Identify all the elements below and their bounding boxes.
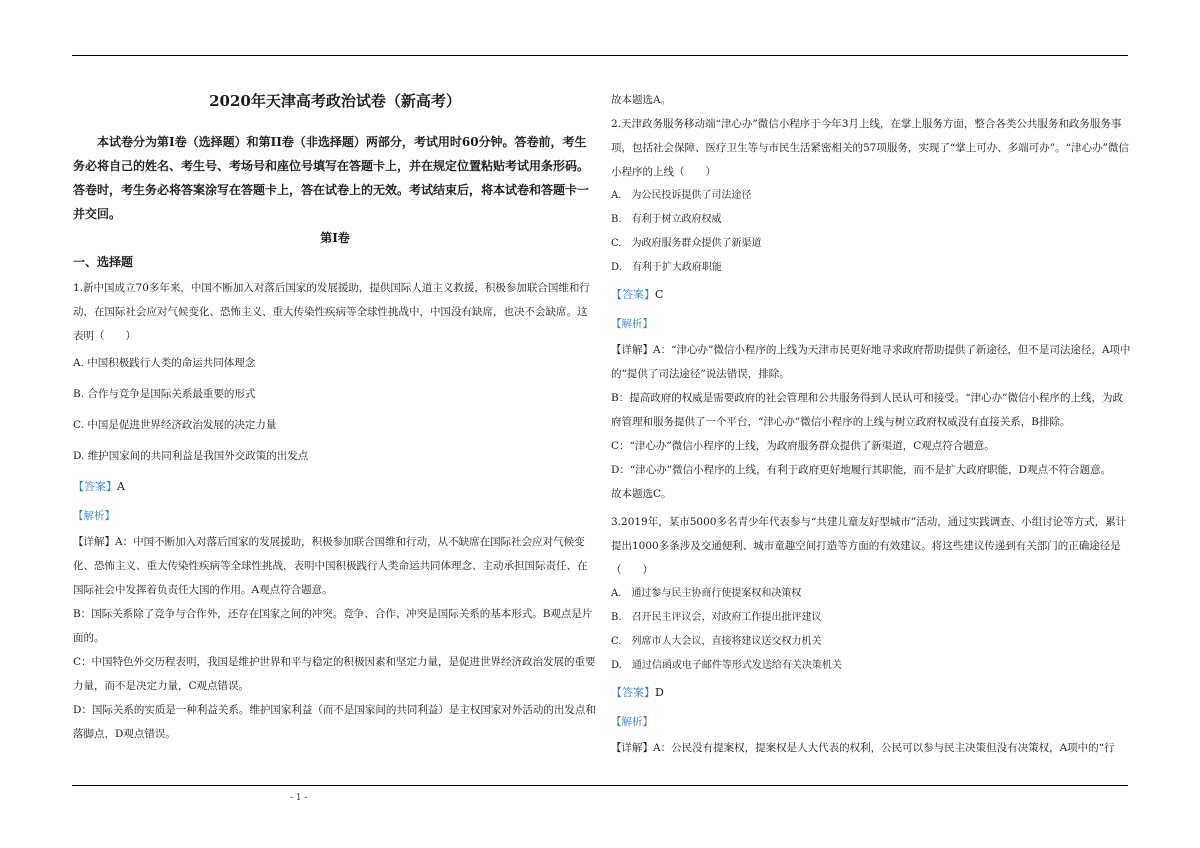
question-1-detail-c: C：中国特色外交历程表明，我国是维护世界和平与稳定的积极因素和坚定力量，是促进世界经济政治发展的重要力量，而不是决定力量，C观点错误。	[73, 656, 596, 692]
right-column	[611, 88, 1131, 760]
question-1-option-a: A. 中国积极践行人类的命运共同体理念	[73, 357, 256, 369]
question-3-option-c: C. 列席市人大会议，直接将建议送交权力机关	[611, 636, 822, 647]
answer-value: C	[655, 288, 664, 301]
volume-heading: 第Ⅰ卷	[320, 231, 350, 245]
answer-tag: 【答案】	[611, 288, 655, 301]
question-1-option-d: D. 维护国家间的共同利益是我国外交政策的出发点	[73, 450, 309, 462]
section-heading: 一、选择题	[73, 255, 134, 269]
question-3-answer	[611, 678, 1131, 708]
question-2-option-a: A. 为公民投诉提供了司法途径	[611, 190, 752, 201]
question-1-option-c: C. 中国是促进世界经济政治发展的决定力量	[73, 419, 277, 431]
question-2-detail-d: D：“津心办”微信小程序的上线，有利于政府更好地履行其职能，而不是扩大政府职能，D观点不符合题意。	[611, 464, 1112, 476]
question-2-option-b: B. 有利于树立政府权威	[611, 214, 722, 225]
question-3-option-d: D. 通过信函或电子邮件等形式发送给有关决策机关	[611, 660, 842, 671]
question-1-detail-a: 【详解】A：中国不断加入对落后国家的发展援助，积极参加联合国维和行动，从不缺席在国际社会应对气候变化、恐怖主义、重大传染性疾病等全球性挑战，表明中国积极践行人类命运共同体理念、主动承担国际责任、在国际社会中发挥着负责任大国的作用。A观点符合题意。	[73, 536, 588, 596]
question-2-stem: 2.天津政务服务移动端“津心办”微信小程序于今年3月上线，在掌上服务方面，整合各类公共服务和政务服务事项，包括社会保障、医疗卫生等与市民生活紧密相关的57项服务，实现了“掌上可办、多端可办”。“津心办”微信小程序的上线（ ）	[611, 118, 1129, 178]
question-1-detail-d: D：国际关系的实质是一种利益关系。维护国家利益（而不是国家间的共同利益）是主权国家对外活动的出发点和落脚点，D观点错误。	[73, 704, 596, 740]
question-2-detail-a: 【详解】A：“津心办”微信小程序的上线为天津市民更好地寻求政府帮助提供了新途径，但不是司法途径，A项中的“提供了司法途径”说法错误，排除。	[611, 344, 1131, 380]
question-3-option-b: B. 召开民主评议会，对政府工作提出批评建议	[611, 612, 822, 623]
question-2-answer	[611, 280, 1131, 310]
top-rule	[72, 55, 1128, 56]
question-1-option-b: B. 合作与竞争是国际关系最重要的形式	[73, 388, 256, 400]
question-3-detail-a: 【详解】A：公民没有提案权，提案权是人大代表的权利，公民可以参与民主决策但没有决策权，A项中的“行	[611, 742, 1115, 754]
question-1-stem: 1.新中国成立70多年来，中国不断加入对落后国家的发展援助，提供国际人道主义救援，积极参加联合国维和行动，在国际社会应对气候变化、恐怖主义、重大传染性疾病等全球性挑战中，中国没有缺席，也决不会缺席。这表明（ ）	[73, 282, 590, 342]
answer-value: A	[117, 480, 125, 493]
question-2-detail-b: B：提高政府的权威是需要政府的社会管理和公共服务得到人民认可和接受。“津心办”微信小程序的上线，为政府管理和服务提供了一个平台，“津心办”微信小程序的上线与树立政府权威没有直接关系，B排除。	[611, 392, 1123, 428]
question-3-option-a: A. 通过参与民主协商行使提案权和决策权	[611, 588, 802, 599]
question-2-option-c: C. 为政府服务群众提供了新渠道	[611, 238, 762, 249]
question-1-detail-b: B：国际关系除了竞争与合作外，还存在国家之间的冲突。竞争、合作、冲突是国际关系的基本形式。B观点是片面的。	[73, 608, 593, 644]
question-2-detail-c: C：“津心办”微信小程序的上线，为政府服务群众提供了新渠道，C观点符合题意。	[611, 440, 995, 452]
left-column	[73, 80, 597, 746]
bottom-rule	[72, 785, 1128, 786]
exam-instructions: 本试卷分为第Ⅰ卷（选择题）和第II卷（非选择题）两部分，考试用时60分钟。答卷前，考生务必将自己的姓名、考生号、考场号和座位号填写在答题卡上，并在规定位置粘贴考试用条形码。答卷时，考生务必将答案涂写在答题卡上，答在试卷上的无效。考试结束后，将本试卷和答题卡一并交回。	[73, 135, 590, 221]
question-1-answer	[73, 472, 597, 502]
question-1-conclusion: 故本题选A。	[611, 94, 672, 106]
analysis-tag: 【解析】	[611, 318, 653, 330]
question-2-option-d: D. 有利于扩大政府职能	[611, 262, 722, 273]
page-title: 2020年天津高考政治试卷（新高考）	[209, 92, 461, 110]
analysis-tag: 【解析】	[73, 510, 115, 522]
answer-tag: 【答案】	[73, 480, 117, 493]
analysis-tag: 【解析】	[611, 716, 653, 728]
answer-value: D	[655, 686, 664, 699]
question-2-conclusion: 故本题选C。	[611, 488, 672, 500]
question-3-stem: 3.2019年，某市5000多名青少年代表参与“共建儿童友好型城市”活动，通过实践调查、小组讨论等方式，累计提出1000多条涉及交通便利、城市童趣空间打造等方面的有效建议。将这些建议传递到有关部门的正确途径是（ ）	[611, 516, 1127, 576]
page-number: - 1 -	[290, 793, 308, 803]
answer-tag: 【答案】	[611, 686, 655, 699]
